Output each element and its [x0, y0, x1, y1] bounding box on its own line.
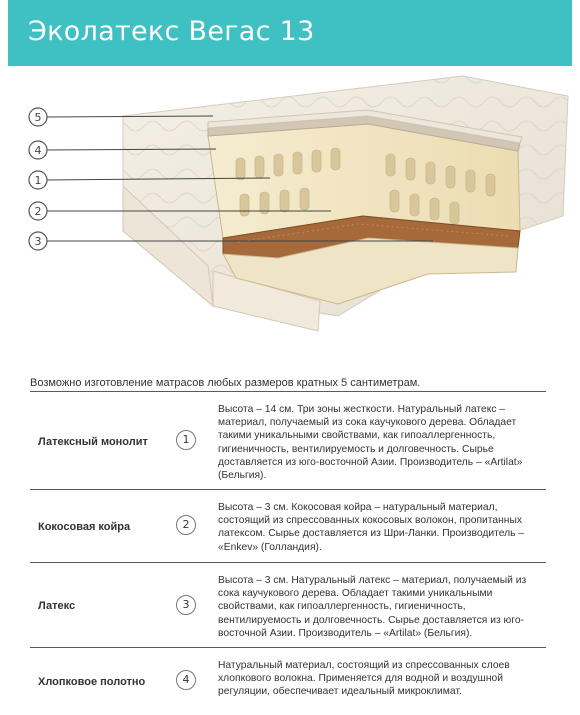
layer-description: Высота – 3 см. Натуральный латекс – материал, получаемый из сока каучукового дерева. Обладает такими уникальными свойствами, как гипоаллергенность, гигиеничность, вентилируемость и долговечность. Сырье доставляется из юго-восточной Азии. Производитель – «Artilat» (Бельгия).: [218, 575, 527, 639]
callout-3: [29, 232, 47, 250]
table-row: [30, 391, 546, 489]
callout-5: [29, 108, 47, 126]
layer-name: Хлопковое полотно: [38, 676, 146, 688]
callout-1: [29, 171, 47, 189]
svg-text:3: 3: [34, 235, 42, 248]
size-note: Возможно изготовление матрасов любых размеров кратных 5 сантиметрам.: [30, 377, 421, 389]
layer-description: Натуральный материал, состоящий из спрессованных слоев хлопкового волокна. Применяется для водной и воздушной регуляции, обеспечивает идеальный микроклимат.: [218, 660, 510, 698]
layer-description: Высота – 3 см. Кокосовая койра – натуральный материал, состоящий из спрессованных кокосовых волокон, пропитанных латексом. Сырье доставляется из Шри-Ланки. Производитель – «Enkev» (Голландия).: [218, 502, 525, 553]
layer-number-badge: 1: [176, 430, 196, 450]
layer-description: Высота – 14 см. Три зоны жесткости. Натуральный латекс – материал, получаемый из сока каучукового дерева. Обладает такими уникальными свойствами, как гипоаллергенность, гигиеничность, вентилируемость и долговечность. Сырье доставляется из юго-восточной Азии. Производитель – «Artilat» (Бельгия).: [218, 404, 523, 482]
svg-text:5: 5: [34, 111, 42, 124]
table-row: [30, 647, 546, 715]
callout-2: [29, 202, 47, 220]
layer-number-badge: 4: [176, 670, 196, 690]
mattress-cutaway-illustration: [8, 66, 572, 366]
table-row: [30, 562, 546, 647]
layer-name: Латекс: [38, 600, 76, 612]
layer-number-badge: 2: [176, 515, 196, 535]
svg-text:1: 1: [34, 174, 42, 187]
title-banner: [8, 0, 572, 66]
callout-4: [29, 141, 47, 159]
layer-name: Кокосовая койра: [38, 521, 131, 533]
page-title: Эколатекс Вегас 13: [28, 16, 315, 47]
layer-number-badge: 3: [176, 595, 196, 615]
svg-text:2: 2: [34, 205, 42, 218]
table-row: [30, 489, 546, 562]
layer-name: Латексный монолит: [38, 436, 148, 448]
svg-text:4: 4: [34, 144, 42, 157]
